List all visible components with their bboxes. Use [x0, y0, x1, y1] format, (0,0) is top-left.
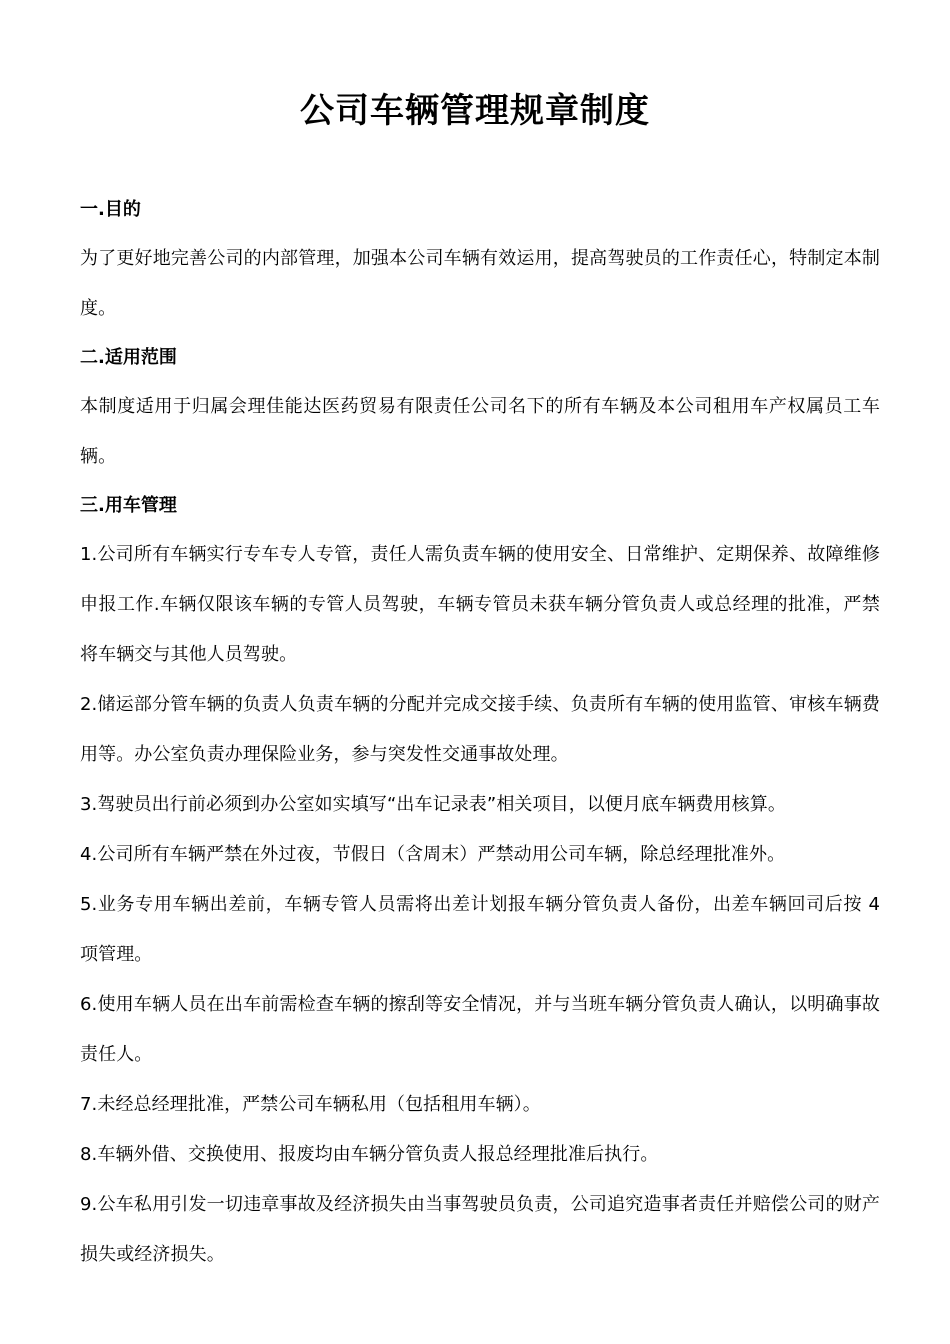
document-title: 公司车辆管理规章制度: [300, 91, 650, 131]
rule-item-5: 5.业务专用车辆出差前，车辆专管人员需将出差计划报车辆分管负责人备份，出差车辆回司后按 4 项管理。: [80, 894, 880, 965]
rule-item-7: 7.未经总经理批准，严禁公司车辆私用（包括租用车辆）。: [80, 1094, 541, 1115]
section-heading: 一.目的: [80, 199, 141, 220]
paragraph: 为了更好地完善公司的内部管理，加强本公司车辆有效运用，提高驾驶员的工作责任心，特制定本制度。: [80, 248, 880, 319]
rule-item-8: 8.车辆外借、交换使用、报废均由车辆分管负责人报总经理批准后执行。: [80, 1144, 659, 1165]
section-purpose: [80, 186, 880, 334]
rule-item-6: 6.使用车辆人员在出车前需检查车辆的擦刮等安全情况，并与当班车辆分管负责人确认，以明确事故责任人。: [80, 994, 880, 1065]
document-body: [80, 186, 880, 1280]
rule-item-2: 2.储运部分管车辆的负责人负责车辆的分配并完成交接手续、负责所有车辆的使用监管、审核车辆费用等。办公室负责办理保险业务，参与突发性交通事故处理。: [80, 694, 880, 765]
section-heading: 二.适用范围: [80, 347, 177, 368]
rule-item-3: 3.驾驶员出行前必须到办公室如实填写“出车记录表”相关项目，以便月底车辆费用核算。: [80, 794, 786, 815]
rule-item-9: 9.公车私用引发一切违章事故及经济损失由当事驾驶员负责，公司追究造事者责任并赔偿公司的财产损失或经济损失。: [80, 1194, 880, 1265]
rule-item-1: 1.公司所有车辆实行专车专人专管，责任人需负责车辆的使用安全、日常维护、定期保养、故障维修申报工作.车辆仅限该车辆的专管人员驾驶，车辆专管员未获车辆分管负责人或总经理的批准，严禁将车辆交与其他人员驾驶。: [80, 544, 880, 665]
section-vehicle-use-management: [80, 482, 880, 1280]
rule-item-4: 4.公司所有车辆严禁在外过夜，节假日（含周末）严禁动用公司车辆，除总经理批准外。: [80, 844, 786, 865]
section-heading: 三.用车管理: [80, 495, 177, 516]
section-scope: [80, 334, 880, 482]
paragraph: 本制度适用于归属会理佳能达医药贸易有限责任公司名下的所有车辆及本公司租用车产权属员工车辆。: [80, 396, 880, 467]
